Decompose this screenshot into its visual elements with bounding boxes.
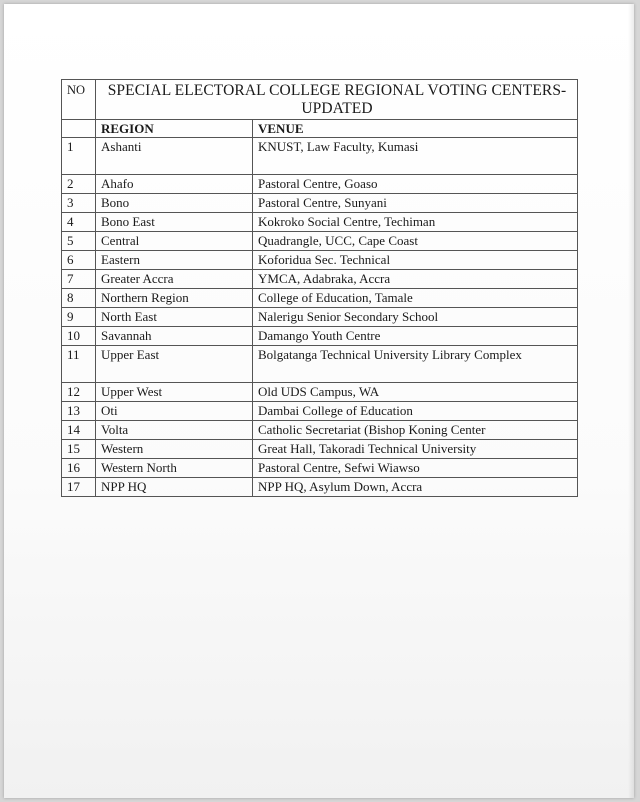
row-venue: Damango Youth Centre [253,327,578,346]
table-row [62,175,578,194]
row-region: Western [96,440,253,459]
row-number: 15 [62,440,96,459]
region-column-header: REGION [96,120,253,138]
row-venue: Pastoral Centre, Sunyani [253,194,578,213]
row-number: 4 [62,213,96,232]
row-venue: Bolgatanga Technical University Library Complex [253,346,578,383]
table-row [62,270,578,289]
row-number: 9 [62,308,96,327]
row-region: Oti [96,402,253,421]
row-region: Upper East [96,346,253,383]
column-header-row [62,120,578,138]
row-region: North East [96,308,253,327]
row-number: 17 [62,478,96,497]
row-region: Savannah [96,327,253,346]
table-row [62,383,578,402]
row-number: 11 [62,346,96,383]
row-number: 8 [62,289,96,308]
row-venue: Nalerigu Senior Secondary School [253,308,578,327]
row-number: 7 [62,270,96,289]
row-venue: Pastoral Centre, Goaso [253,175,578,194]
row-number: 14 [62,421,96,440]
row-region: Upper West [96,383,253,402]
row-number: 1 [62,138,96,175]
row-number: 12 [62,383,96,402]
table-row [62,327,578,346]
venue-column-header: VENUE [253,120,578,138]
row-venue: Great Hall, Takoradi Technical University [253,440,578,459]
table-row [62,232,578,251]
row-region: Eastern [96,251,253,270]
table-row [62,440,578,459]
row-number: 2 [62,175,96,194]
row-region: Ahafo [96,175,253,194]
row-venue: YMCA, Adabraka, Accra [253,270,578,289]
voting-centers-table [61,79,578,497]
row-venue: Quadrangle, UCC, Cape Coast [253,232,578,251]
title-row [62,80,578,120]
row-number: 10 [62,327,96,346]
table-row [62,459,578,478]
no-column-blank [62,120,96,138]
no-column-header: NO [62,80,96,120]
row-venue: Koforidua Sec. Technical [253,251,578,270]
row-venue: College of Education, Tamale [253,289,578,308]
row-number: 5 [62,232,96,251]
table-row [62,421,578,440]
table-row [62,289,578,308]
document-page [4,4,634,798]
row-number: 13 [62,402,96,421]
row-region: Volta [96,421,253,440]
row-region: Central [96,232,253,251]
row-venue: Catholic Secretariat (Bishop Koning Center [253,421,578,440]
row-region: Greater Accra [96,270,253,289]
table-row [62,138,578,175]
row-number: 16 [62,459,96,478]
table-row [62,402,578,421]
row-region: Western North [96,459,253,478]
table-row [62,308,578,327]
table-row [62,251,578,270]
row-venue: NPP HQ, Asylum Down, Accra [253,478,578,497]
row-venue: Dambai College of Education [253,402,578,421]
row-region: Ashanti [96,138,253,175]
row-region: Bono East [96,213,253,232]
row-number: 6 [62,251,96,270]
table-row [62,194,578,213]
row-venue: KNUST, Law Faculty, Kumasi [253,138,578,175]
row-venue: Kokroko Social Centre, Techiman [253,213,578,232]
table-row [62,478,578,497]
row-region: Northern Region [96,289,253,308]
row-region: NPP HQ [96,478,253,497]
row-venue: Old UDS Campus, WA [253,383,578,402]
table-row [62,213,578,232]
row-region: Bono [96,194,253,213]
table-row [62,346,578,383]
page-edge-shadow [628,4,634,798]
row-number: 3 [62,194,96,213]
table-title: SPECIAL ELECTORAL COLLEGE REGIONAL VOTING CENTERS-UPDATED [96,80,578,120]
row-venue: Pastoral Centre, Sefwi Wiawso [253,459,578,478]
